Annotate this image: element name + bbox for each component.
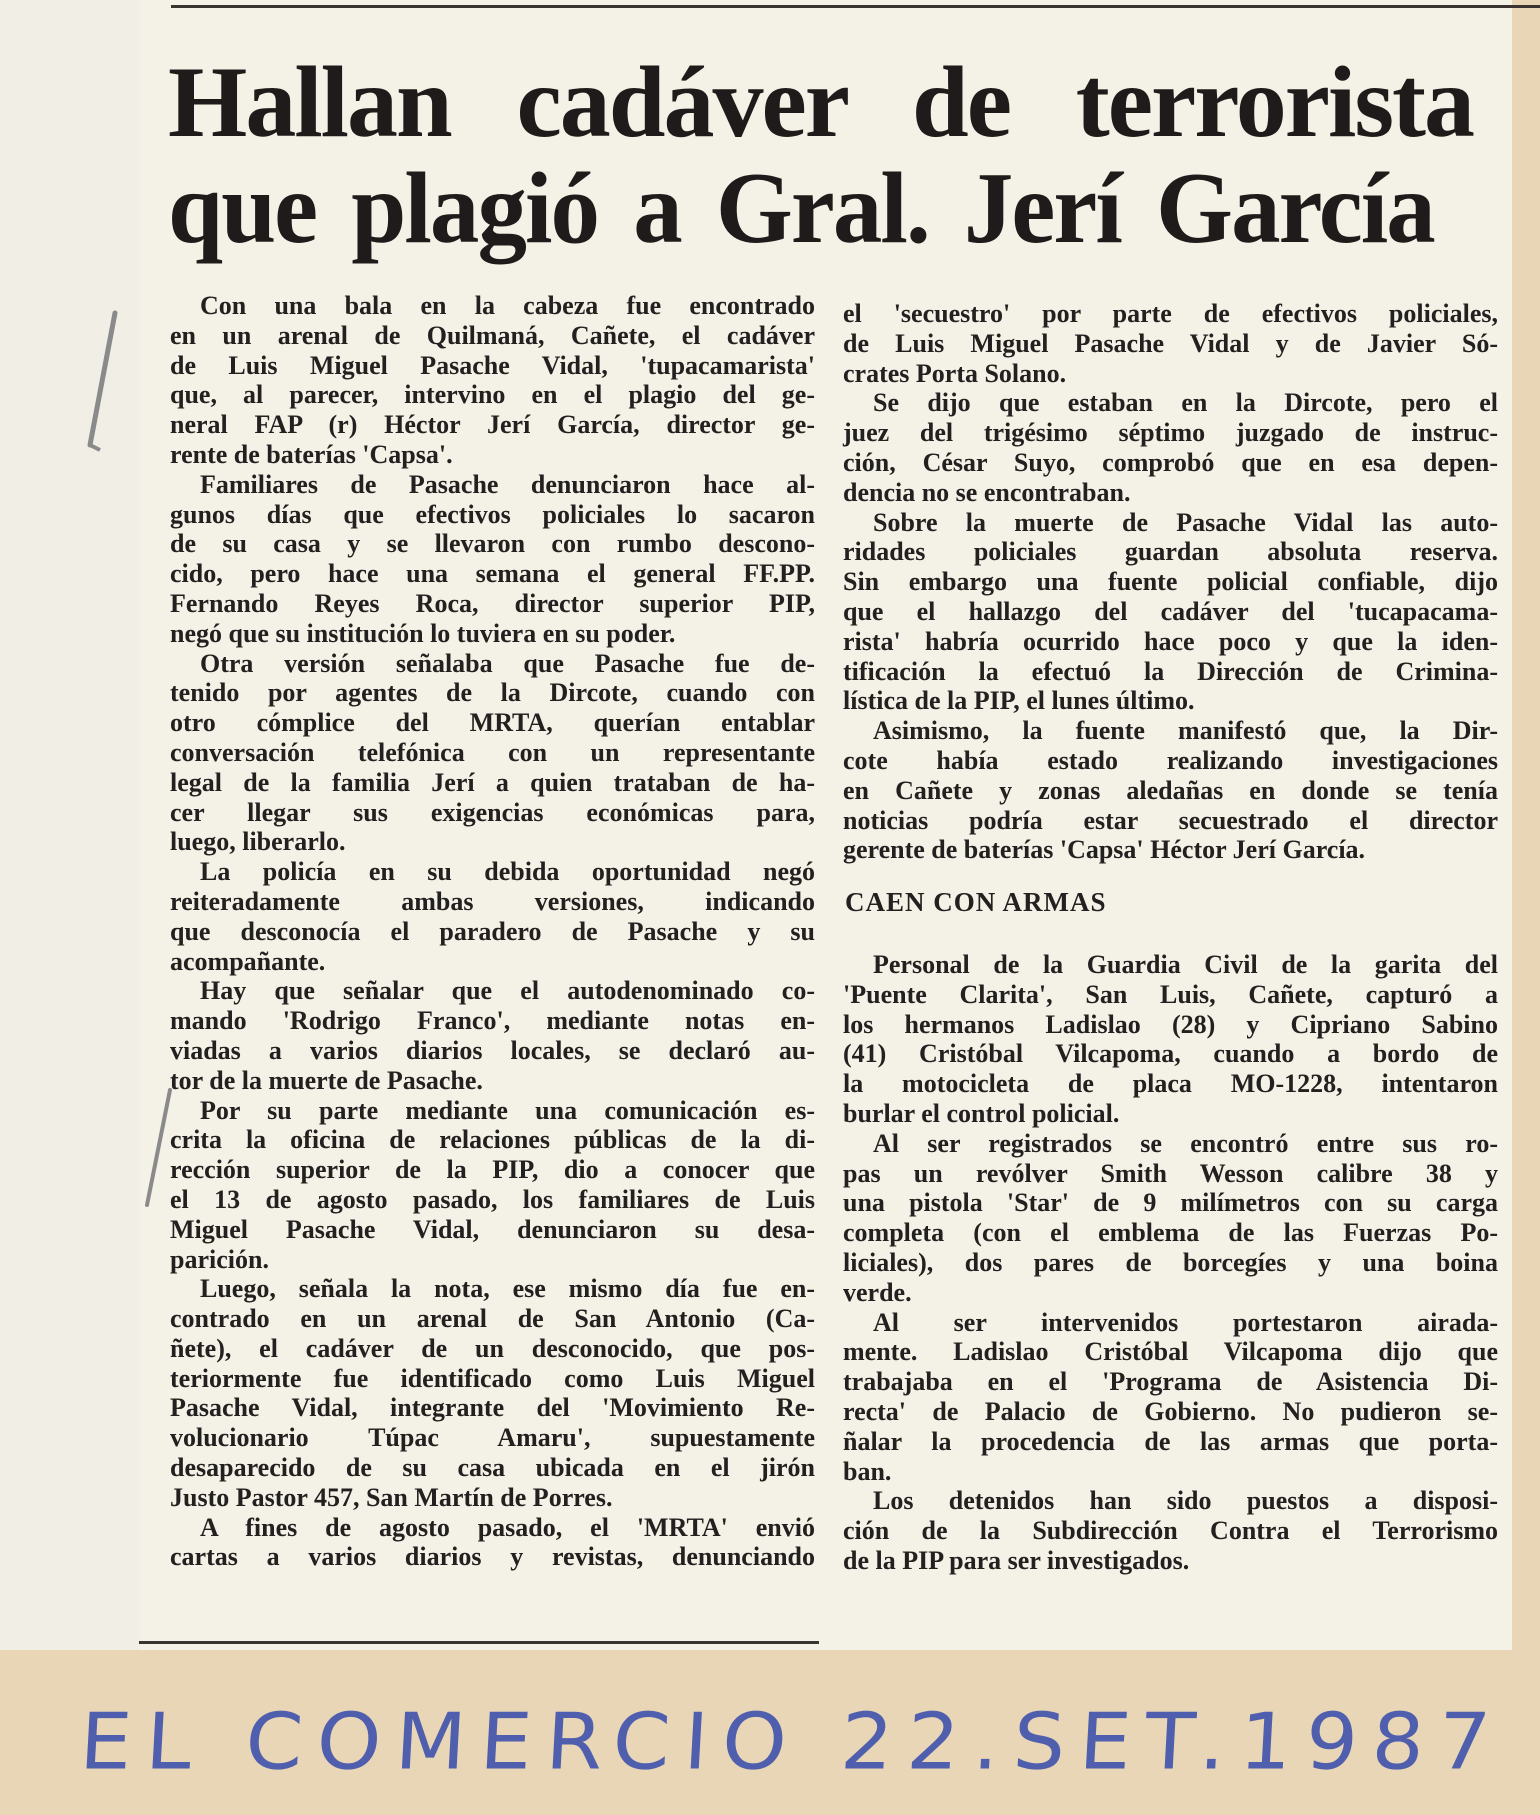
paragraph — [170, 470, 815, 649]
text-line: rente de baterías 'Capsa'. — [170, 439, 453, 469]
text-line: ridades policiales guardan absoluta reserva. — [843, 537, 1498, 567]
paragraph — [843, 508, 1498, 717]
text-line: una pistola 'Star' de 9 milímetros con su carga — [843, 1188, 1498, 1218]
text-line: otro cómplice del MRTA, querían entablar — [170, 708, 815, 738]
text-line: desaparecido de su casa ubicada en el jirón — [170, 1453, 815, 1483]
text-line: crates Porta Solano. — [843, 358, 1067, 388]
bottom-rule-divider — [139, 1641, 819, 1644]
text-line: Al ser registrados se encontró entre sus ro- — [873, 1128, 1498, 1158]
article-column-right-top — [843, 299, 1498, 865]
text-line: viadas a varios diarios locales, se declaró au- — [170, 1035, 815, 1065]
text-line: que, al parecer, intervino en el plagio del ge- — [170, 380, 815, 410]
paragraph — [843, 388, 1498, 507]
text-line: La policía en su debida oportunidad negó — [200, 857, 815, 887]
text-line: Luego, señala la nota, ese mismo día fue en- — [200, 1274, 815, 1304]
text-line: tor de la muerte de Pasache. — [170, 1065, 483, 1095]
text-line: luego, liberarlo. — [170, 827, 346, 857]
text-line: Fernando Reyes Roca, director superior PIP, — [170, 588, 815, 618]
paragraph — [843, 1308, 1498, 1487]
text-line: burlar el control policial. — [843, 1098, 1120, 1128]
text-line: ñete), el cadáver de un desconocido, que pos- — [170, 1333, 815, 1363]
text-line: ban. — [843, 1456, 892, 1486]
text-line: Hay que señalar que el autodenominado co- — [200, 976, 815, 1006]
text-line: gerente de baterías 'Capsa' Héctor Jerí García. — [843, 835, 1366, 865]
text-line: el 'secuestro' por parte de efectivos policiales, — [843, 299, 1498, 328]
paragraph — [170, 1096, 815, 1275]
text-line: lística de la PIP, el lunes último. — [843, 686, 1195, 716]
text-line: Pasache Vidal, integrante del 'Movimiento Re- — [170, 1393, 815, 1423]
text-line: los hermanos Ladislao (28) y Cipriano Sabino — [843, 1009, 1498, 1039]
text-line: Personal de la Guardia Civil de la garita del — [873, 950, 1498, 979]
headline-line-1: Hallan cadáver de terrorista — [168, 46, 1473, 159]
text-line: que desconocía el paradero de Pasache y su — [170, 916, 815, 946]
text-line: legal de la familia Jerí a quien trataban de ha- — [170, 767, 815, 797]
handwritten-source-note: EL COMERCIO 22.SET.1987 — [77, 1697, 1507, 1788]
text-line: Sin embargo una fuente policial confiable, dijo — [843, 567, 1498, 597]
text-line: Familiares de Pasache denunciaron hace al- — [200, 469, 815, 499]
paragraph — [843, 299, 1498, 388]
text-line: de la PIP para ser investigados. — [843, 1545, 1190, 1575]
paragraph — [843, 716, 1498, 865]
headline-line-2: que plagió a Gral. Jerí García — [168, 152, 1434, 265]
text-line: en Cañete y zonas aledañas en donde se tenía — [843, 775, 1498, 805]
text-line: gunos días que efectivos policiales lo sacaron — [170, 499, 815, 529]
paragraph — [170, 649, 815, 858]
text-line: Justo Pastor 457, San Martín de Porres. — [170, 1482, 613, 1512]
text-line: ción de la Subdirección Contra el Terrorismo — [843, 1516, 1498, 1546]
text-line: Otra versión señalaba que Pasache fue de- — [200, 648, 815, 678]
text-line: de Luis Miguel Pasache Vidal, 'tupacamarista' — [170, 350, 815, 380]
text-line: recta' de Palacio de Gobierno. No pudieron se- — [843, 1396, 1498, 1426]
paragraph — [170, 1513, 815, 1573]
paragraph — [170, 1274, 815, 1512]
scan-margin — [0, 0, 140, 1650]
paragraph — [170, 976, 815, 1095]
text-line: A fines de agosto pasado, el 'MRTA' envió — [200, 1512, 815, 1542]
text-line: rección superior de la PIP, dio a conocer que — [170, 1155, 815, 1185]
text-line: cer llegar sus exigencias económicas para, — [170, 797, 815, 827]
text-line: cido, pero hace una semana el general FF.PP. — [170, 559, 815, 589]
text-line: mente. Ladislao Cristóbal Vilcapoma dijo que — [843, 1337, 1498, 1367]
paragraph — [843, 950, 1498, 1129]
text-line: en un arenal de Quilmaná, Cañete, el cadáver — [170, 320, 815, 350]
text-line: la motocicleta de placa MO-1228, intentaron — [843, 1069, 1498, 1099]
paragraph — [843, 1129, 1498, 1308]
text-line: parición. — [170, 1244, 269, 1274]
text-line: de su casa y se llevaron con rumbo descono- — [170, 529, 815, 559]
text-line: tificación la efectuó la Dirección de Crimina- — [843, 656, 1498, 686]
text-line: pas un revólver Smith Wesson calibre 38 y — [843, 1158, 1498, 1188]
text-line: Asimismo, la fuente manifestó que, la Dir- — [873, 716, 1498, 746]
text-line: (41) Cristóbal Vilcapoma, cuando a bordo de — [843, 1039, 1498, 1069]
article-column-right-bottom — [843, 950, 1498, 1576]
staple-mark-icon — [70, 305, 130, 455]
text-line: neral FAP (r) Héctor Jerí García, director ge- — [170, 410, 815, 440]
text-line: crita la oficina de relaciones públicas de la di- — [170, 1125, 815, 1155]
text-line: ción, César Suyo, comprobó que en esa depen- — [843, 447, 1498, 477]
text-line: reiteradamente ambas versiones, indicando — [170, 886, 815, 916]
paragraph — [843, 1486, 1498, 1575]
text-line: conversación telefónica con un representante — [170, 737, 815, 767]
text-line: Por su parte mediante una comunicación es- — [200, 1095, 815, 1125]
text-line: Los detenidos han sido puestos a disposi- — [873, 1486, 1498, 1516]
text-line: verde. — [843, 1277, 912, 1307]
text-line: Miguel Pasache Vidal, denunciaron su desa- — [170, 1214, 815, 1244]
text-line: volucionario Túpac Amaru', supuestamente — [170, 1423, 815, 1453]
text-line: completa (con el emblema de las Fuerzas Po- — [843, 1218, 1498, 1248]
text-line: juez del trigésimo séptimo juzgado de instruc- — [843, 418, 1498, 448]
text-line: ñalar la procedencia de las armas que porta- — [843, 1426, 1498, 1456]
text-line: mando 'Rodrigo Franco', mediante notas en- — [170, 1006, 815, 1036]
text-line: Se dijo que estaban en la Dircote, pero el — [873, 388, 1498, 418]
text-line: teriormente fue identificado como Luis Miguel — [170, 1363, 815, 1393]
text-line: trabajaba en el 'Programa de Asistencia Di- — [843, 1367, 1498, 1397]
text-line: tenido por agentes de la Dircote, cuando con — [170, 678, 815, 708]
text-line: cote había estado realizando investigaciones — [843, 745, 1498, 775]
text-line: liciales), dos pares de borcegíes y una boina — [843, 1247, 1498, 1277]
text-line: Al ser intervenidos portestaron airada- — [873, 1307, 1498, 1337]
text-line: el 13 de agosto pasado, los familiares de Luis — [170, 1184, 815, 1214]
article-column-left — [170, 291, 815, 1572]
top-rule-divider — [171, 5, 1540, 8]
text-line: noticias podría estar secuestrado el director — [843, 805, 1498, 835]
text-line: 'Puente Clarita', San Luis, Cañete, capturó a — [843, 979, 1498, 1009]
text-line: Con una bala en la cabeza fue encontrado — [200, 291, 815, 320]
text-line: rista' habría ocurrido hace poco y que la iden- — [843, 626, 1498, 656]
paragraph — [170, 857, 815, 976]
text-line: negó que su institución lo tuviera en su poder. — [170, 618, 676, 648]
paragraph — [170, 291, 815, 470]
text-line: Sobre la muerte de Pasache Vidal las auto- — [873, 507, 1498, 537]
text-line: contrado en un arenal de San Antonio (Ca- — [170, 1304, 815, 1334]
text-line: de Luis Miguel Pasache Vidal y de Javier Só- — [843, 328, 1498, 358]
text-line: dencia no se encontraban. — [843, 477, 1131, 507]
text-line: cartas a varios diarios y revistas, denunciando — [170, 1542, 815, 1572]
text-line: acompañante. — [170, 946, 326, 976]
section-subhead: CAEN CON ARMAS — [845, 887, 1107, 917]
text-line: que el hallazgo del cadáver del 'tucapacama- — [843, 596, 1498, 626]
